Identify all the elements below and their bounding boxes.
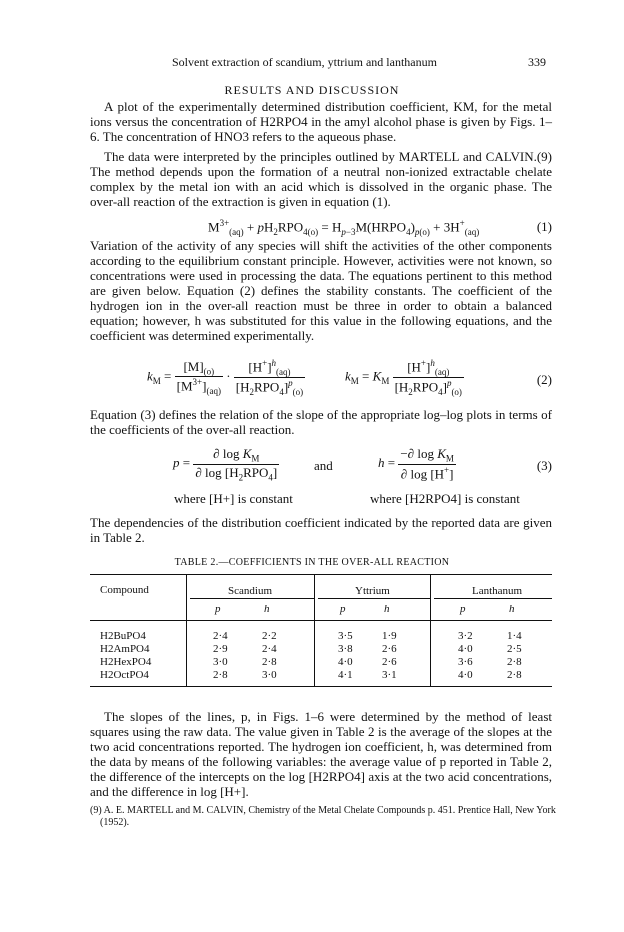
table-cell-compound: H2AmPO4 <box>100 643 150 655</box>
table-cell-value: 2·2 <box>262 630 277 642</box>
table-cell-value: 3·2 <box>458 630 473 642</box>
paragraph-3 <box>90 238 552 343</box>
paragraph-1 <box>90 99 552 144</box>
table-cell-value: 4·0 <box>458 643 473 655</box>
group-underline-yttrium <box>318 598 430 599</box>
paragraph-4 <box>90 407 552 437</box>
table-subheader: p <box>460 603 466 615</box>
table-title: TABLE 2.—COEFFICIENTS IN THE OVER-ALL REACTION <box>174 557 450 568</box>
paragraph-5 <box>90 515 552 545</box>
table-cell-value: 3·0 <box>213 656 228 668</box>
table-cell-value: 2·4 <box>262 643 277 655</box>
table-divider-3 <box>430 574 431 686</box>
table-cell-compound: H2BuPO4 <box>100 630 146 642</box>
table-subheader: h <box>384 603 390 615</box>
equation-3-and: and <box>314 458 333 473</box>
paragraph-1-text: A plot of the experimentally determined distribution coefficient, KM, for the metal ions versus the concentration of H2RPO4 in the amyl alcohol phase is given by Figs. 1–6. The concentration of HNO3 refers to the aqueous phase. <box>90 99 552 144</box>
equation-2-number: (2) <box>536 372 552 387</box>
table-cell-compound: H2HexPO4 <box>100 656 152 668</box>
table-cell-value: 3·6 <box>458 656 473 668</box>
table-cell-compound: H2OctPO4 <box>100 669 149 681</box>
table-cell-value: 4·1 <box>338 669 353 681</box>
footnote <box>90 805 562 829</box>
table-subheader: h <box>264 603 270 615</box>
table-group-yttrium: Yttrium <box>355 585 390 597</box>
table-cell-value: 4·0 <box>458 669 473 681</box>
paragraph-5-text: The dependencies of the distribution coefficient indicated by the reported data are given in Table 2. <box>90 515 552 545</box>
equation-1: $M^{3+}_{(aq)} + pH_2RPO_{4(o)}$ = $H_{p-3}M(HRPO_4)_{p(o)} + 3H^+_{(aq)}$ <box>208 218 480 237</box>
equation-3-left: p = $\frac{\partial \log K_M}{\partial \log [H_2RPO_4]}$ <box>173 446 278 483</box>
table-cell-value: 3·8 <box>338 643 353 655</box>
paragraph-2 <box>90 149 552 209</box>
table-divider-1 <box>186 574 187 686</box>
footnote-text: (9) A. E. MARTELL and M. CALVIN, Chemistry of the Metal Chelate Compounds p. 451. Prentice Hall, New York (1952). <box>90 805 556 828</box>
equation-3-where-right: where [H2RPO4] is constant <box>370 491 520 506</box>
table-cell-value: 2·6 <box>382 656 397 668</box>
table-cell-value: 2·8 <box>262 656 277 668</box>
paragraph-2-text: The data were interpreted by the principles outlined by MARTELL and CALVIN.(9) The method depends upon the formation of a neutral non-ionized extractable chelate complex by the metal ion with an acid which is dissolved in the organic phase. The over-all reaction of the extraction is given in equation (1). <box>90 149 552 209</box>
table-top-rule <box>90 574 552 575</box>
equation-1-number: (1) <box>536 219 552 234</box>
running-title: Solvent extraction of scandium, yttrium and lanthanum <box>172 55 437 69</box>
table-cell-value: 2·9 <box>213 643 228 655</box>
table-cell-value: 1·9 <box>382 630 397 642</box>
paragraph-6-text: The slopes of the lines, p, in Figs. 1–6 were determined by the method of least squares using the raw data. The value given in Table 2 is the average of the slopes at the two acid concentrations reported. The hydrogen ion coefficient, h, was determined from the data by means of the following variables: the average value of p reported in Table 2, the difference of the intercepts on the log [H2RPO4] axis at the two acid concentrations, and the difference in log [H+]. <box>90 709 552 799</box>
table-cell-value: 3·1 <box>382 669 397 681</box>
table-cell-value: 1·4 <box>507 630 522 642</box>
equation-3-number: (3) <box>536 458 552 473</box>
table-cell-value: 3·0 <box>262 669 277 681</box>
table-divider-2 <box>314 574 315 686</box>
table-header-rule <box>90 620 552 621</box>
paragraph-3-text: Variation of the activity of any species will shift the activities of the other components according to the equilibrium constant principle. However, activities were not known, so concentrations were used in processing the data. The equations pertinent to this method are given below. Equation (2) defines the stability constants. The coefficient of the hydrogen ion in the over-all reaction must be three in order to obtain a balanced equation; however, h was substituted for this value in the following equations, and the coefficient was determined experimentally. <box>90 238 552 343</box>
table-subheader: h <box>509 603 515 615</box>
section-title: RESULTS AND DISCUSSION <box>224 83 400 97</box>
table-group-scandium: Scandium <box>228 585 272 597</box>
equation-3-where-left: where [H+] is constant <box>174 491 293 506</box>
table-group-lanthanum: Lanthanum <box>472 585 523 597</box>
paragraph-6 <box>90 709 552 799</box>
table-subheader: p <box>215 603 221 615</box>
table-bottom-rule <box>90 686 552 687</box>
group-underline-lanthanum <box>434 598 552 599</box>
table-subheader: p <box>340 603 346 615</box>
equation-2-right: $k_M = K_M$ $\frac{[H^+]^h_{(aq)}}{[H_2RPO_4]^p_{(o)}}$ <box>345 358 462 397</box>
table-cell-value: 3·5 <box>338 630 353 642</box>
table-cell-value: 2·4 <box>213 630 228 642</box>
equation-2-left: $k_M$ = $\frac{[M]_{(o)}}{[M^{3+}]_{(aq)}}$ · $\frac{[H^+]^h_{(aq)}}{[H_2RPO_4]^p_{(o)}}$ <box>147 358 304 397</box>
group-underline-scandium <box>190 598 314 599</box>
table-cell-value: 2·8 <box>507 656 522 668</box>
table-header-compound: Compound <box>100 584 149 596</box>
table-cell-value: 2·5 <box>507 643 522 655</box>
table-cell-value: 2·8 <box>213 669 228 681</box>
paragraph-4-text: Equation (3) defines the relation of the slope of the appropriate log–log plots in terms of the coefficients of the over-all reaction. <box>90 407 552 437</box>
table-cell-value: 4·0 <box>338 656 353 668</box>
equation-3-right: h = $\frac{-\partial \log K_M}{\partial \log [H^+]}$ <box>378 446 454 481</box>
table-cell-value: 2·8 <box>507 669 522 681</box>
table-cell-value: 2·6 <box>382 643 397 655</box>
page-number: 339 <box>528 55 546 69</box>
